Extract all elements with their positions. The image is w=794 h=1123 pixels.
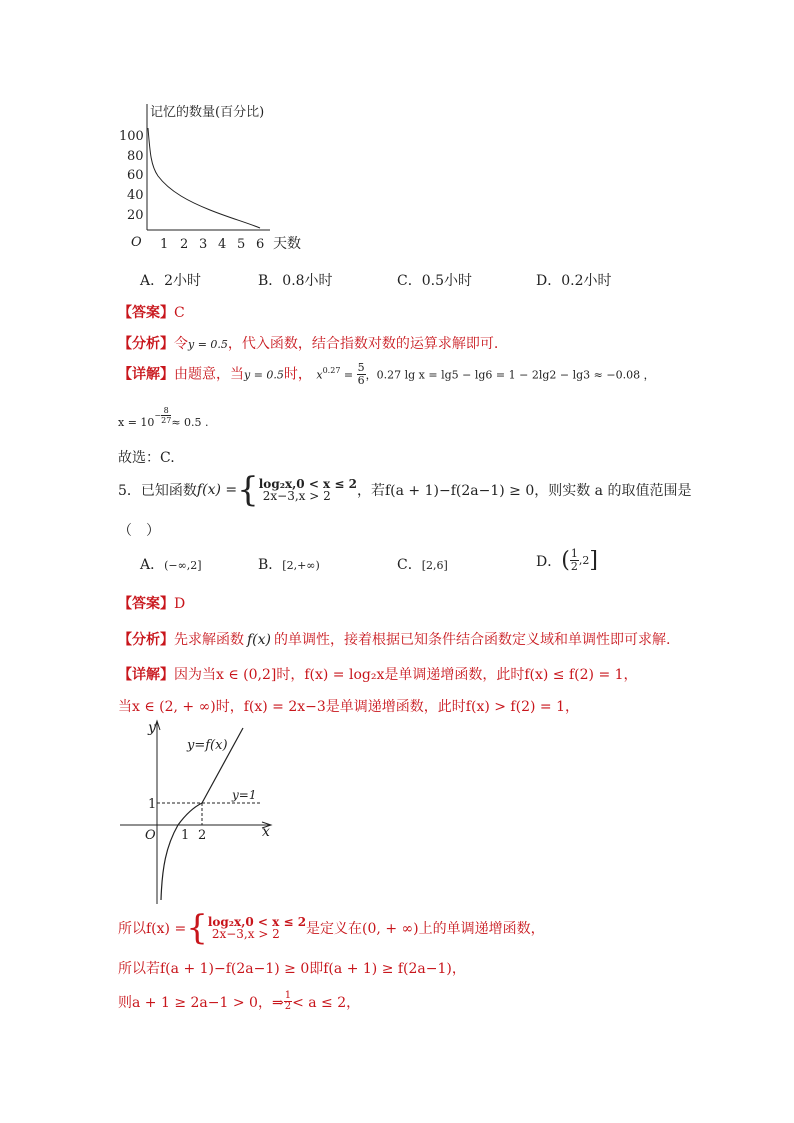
q4-analysis-line	[118, 333, 498, 353]
q5-detail-line-3	[118, 908, 545, 948]
detail-tag: 【详解】	[118, 366, 174, 383]
answer-value: D	[174, 596, 186, 612]
curve-label: y=f(x)	[187, 738, 228, 753]
option-d: D．0.2小时	[536, 273, 612, 289]
opt-value: [2,+∞)	[282, 559, 320, 572]
stem-pre: 5．已知函数	[118, 483, 197, 499]
detail-pre: 由题意，当	[174, 366, 244, 383]
q4-x-value	[118, 406, 209, 430]
line5-post: < a ≤ 2，	[292, 994, 361, 1011]
opt-value: (−∞,2]	[164, 559, 202, 572]
analysis-pre: 先求解函数	[174, 632, 244, 648]
x-tail: ≈ 0.5 .	[171, 416, 209, 430]
case-1: log₂x,0 < x ≤ 2	[207, 915, 307, 929]
function-graph	[112, 718, 282, 908]
q5-detail-line-4: 所以若f(a + 1)−f(2a−1) ≥ 0即f(a + 1) ≥ f(2a−1)，	[118, 961, 466, 977]
q5-answer-line	[118, 593, 185, 613]
brace-icon: {	[186, 908, 208, 948]
x-tick-label: 4	[218, 237, 227, 252]
stem-fx: f(x) =	[196, 482, 238, 498]
answer-tag: 【答案】	[118, 596, 174, 612]
detail-mid: 时，	[283, 366, 312, 383]
detail-eqsign: =	[340, 368, 357, 382]
opt-label: B．	[258, 557, 283, 573]
answer-tag: 【答案】	[118, 305, 174, 321]
frac-den: 2	[284, 1001, 292, 1012]
q5-detail-line-2: 当x ∈ (2, + ∞)时，f(x) = 2x−3是单调递增函数，此时f(x) > f(2) = 1，	[118, 699, 579, 715]
y-axis-label: 记忆的数量(百分比)	[150, 105, 265, 120]
q5-option-a	[140, 554, 202, 574]
opt-value: [2,6]	[421, 559, 448, 572]
q5-paren: （ ）	[118, 523, 160, 539]
exp-fraction	[161, 406, 171, 425]
y-tick-label: 20	[127, 208, 144, 223]
option-b: B．0.8小时	[258, 273, 333, 289]
analysis-tag: 【分析】	[118, 632, 174, 648]
q5-option-c	[397, 554, 448, 574]
frac-num: 1	[284, 990, 292, 1001]
x-tick-label: 1	[160, 237, 169, 252]
q4-detail-line	[118, 362, 655, 387]
x-tick-label: 1	[181, 828, 190, 843]
opt-d-tail: ,2	[578, 554, 590, 567]
right-bracket-icon: ]	[589, 548, 598, 573]
exp-num: 8	[161, 406, 171, 416]
forgetting-curve-graph	[110, 98, 320, 258]
y-tick-label: 1	[148, 797, 157, 812]
line5-pre: 则a + 1 ≥ 2a−1 > 0，⇒	[118, 994, 284, 1011]
line3-post: 是定义在(0, + ∞)上的单调递增函数，	[306, 921, 545, 937]
frac-num: 5	[357, 361, 365, 374]
detail-line1: 因为当x ∈ (0,2]时，f(x) = log₂x是单调递增函数，此时f(x) ≤ f(2) = 1，	[174, 667, 638, 683]
detail-tag: 【详解】	[118, 667, 174, 683]
answer-value: C	[174, 305, 185, 321]
exp-minus: −	[154, 410, 162, 420]
detail-eq: y = 0.5	[244, 368, 284, 382]
left-paren-icon: (	[561, 548, 570, 573]
y-tick-label: 80	[127, 149, 144, 164]
piecewise	[208, 916, 306, 940]
option-a: A．2小时	[140, 273, 202, 289]
frac-den: 6	[357, 374, 365, 387]
opt-label: C．	[397, 557, 422, 573]
q5-detail-line-1	[118, 664, 638, 684]
x-tick-label: 3	[199, 237, 208, 252]
origin-label: O	[131, 235, 142, 250]
q4-answer-line	[118, 302, 185, 322]
y-tick-label: 40	[127, 188, 144, 203]
option-c: C．0.5小时	[397, 273, 472, 289]
detail-x: x	[316, 368, 323, 382]
piecewise	[259, 478, 357, 502]
y-tick-label: 100	[119, 129, 144, 144]
stem-post: ，若f(a + 1)−f(2a−1) ≥ 0，则实数 a 的取值范围是	[356, 483, 692, 499]
brace-icon: {	[237, 470, 259, 510]
forgetting-curve	[148, 128, 260, 228]
y-tick-label: 60	[127, 168, 144, 183]
x-tick-label: 2	[180, 237, 189, 252]
analysis-post: ，代入函数，结合指数对数的运算求解即可.	[227, 336, 499, 352]
opt-label: D．	[536, 553, 562, 570]
q4-conclusion: 故选：C.	[118, 450, 175, 466]
analysis-tag: 【分析】	[118, 336, 174, 352]
x-tick-label: 6	[256, 237, 265, 252]
case-1: log₂x,0 < x ≤ 2	[258, 477, 357, 491]
x-tick-label: 2	[198, 828, 207, 843]
opt-label: A．	[140, 557, 165, 573]
analysis-eq: y = 0.5	[188, 338, 228, 351]
line-label: y=1	[232, 788, 257, 802]
analysis-f: f(x)	[247, 632, 272, 648]
x-base: x = 10	[118, 416, 155, 430]
q5-option-b	[258, 554, 320, 574]
detail-exp: 0.27	[322, 365, 341, 375]
log-curve	[161, 803, 202, 900]
q5-option-d	[536, 548, 598, 573]
y-axis-label: y	[148, 720, 156, 736]
x-axis-label: 天数	[273, 236, 301, 252]
line3-pre: 所以f(x) =	[118, 921, 187, 937]
frac-den: 2	[570, 560, 578, 573]
analysis-post: 的单调性，接着根据已知条件结合函数定义域和单调性即可求解.	[274, 632, 671, 648]
frac-num: 1	[570, 547, 578, 560]
line5-fraction	[284, 991, 292, 1012]
case-2: 2x−3,x > 2	[211, 927, 280, 941]
origin-label: O	[145, 828, 156, 843]
opt-d-fraction	[570, 548, 579, 573]
exp-den: 27	[161, 416, 172, 425]
detail-fraction	[357, 362, 366, 387]
q5-analysis-line	[118, 629, 670, 649]
x-axis-label: x	[262, 824, 270, 840]
x-tick-label: 5	[237, 237, 246, 252]
case-2: 2x−3,x > 2	[262, 489, 331, 503]
analysis-pre: 令	[174, 336, 188, 352]
q5-detail-line-5	[118, 991, 360, 1012]
q5-stem	[118, 470, 692, 510]
detail-log: ，0.27 lg x = lg5 − lg6 = 1 − 2lg2 − lg3 ≈ −0.08 ，	[365, 368, 655, 382]
